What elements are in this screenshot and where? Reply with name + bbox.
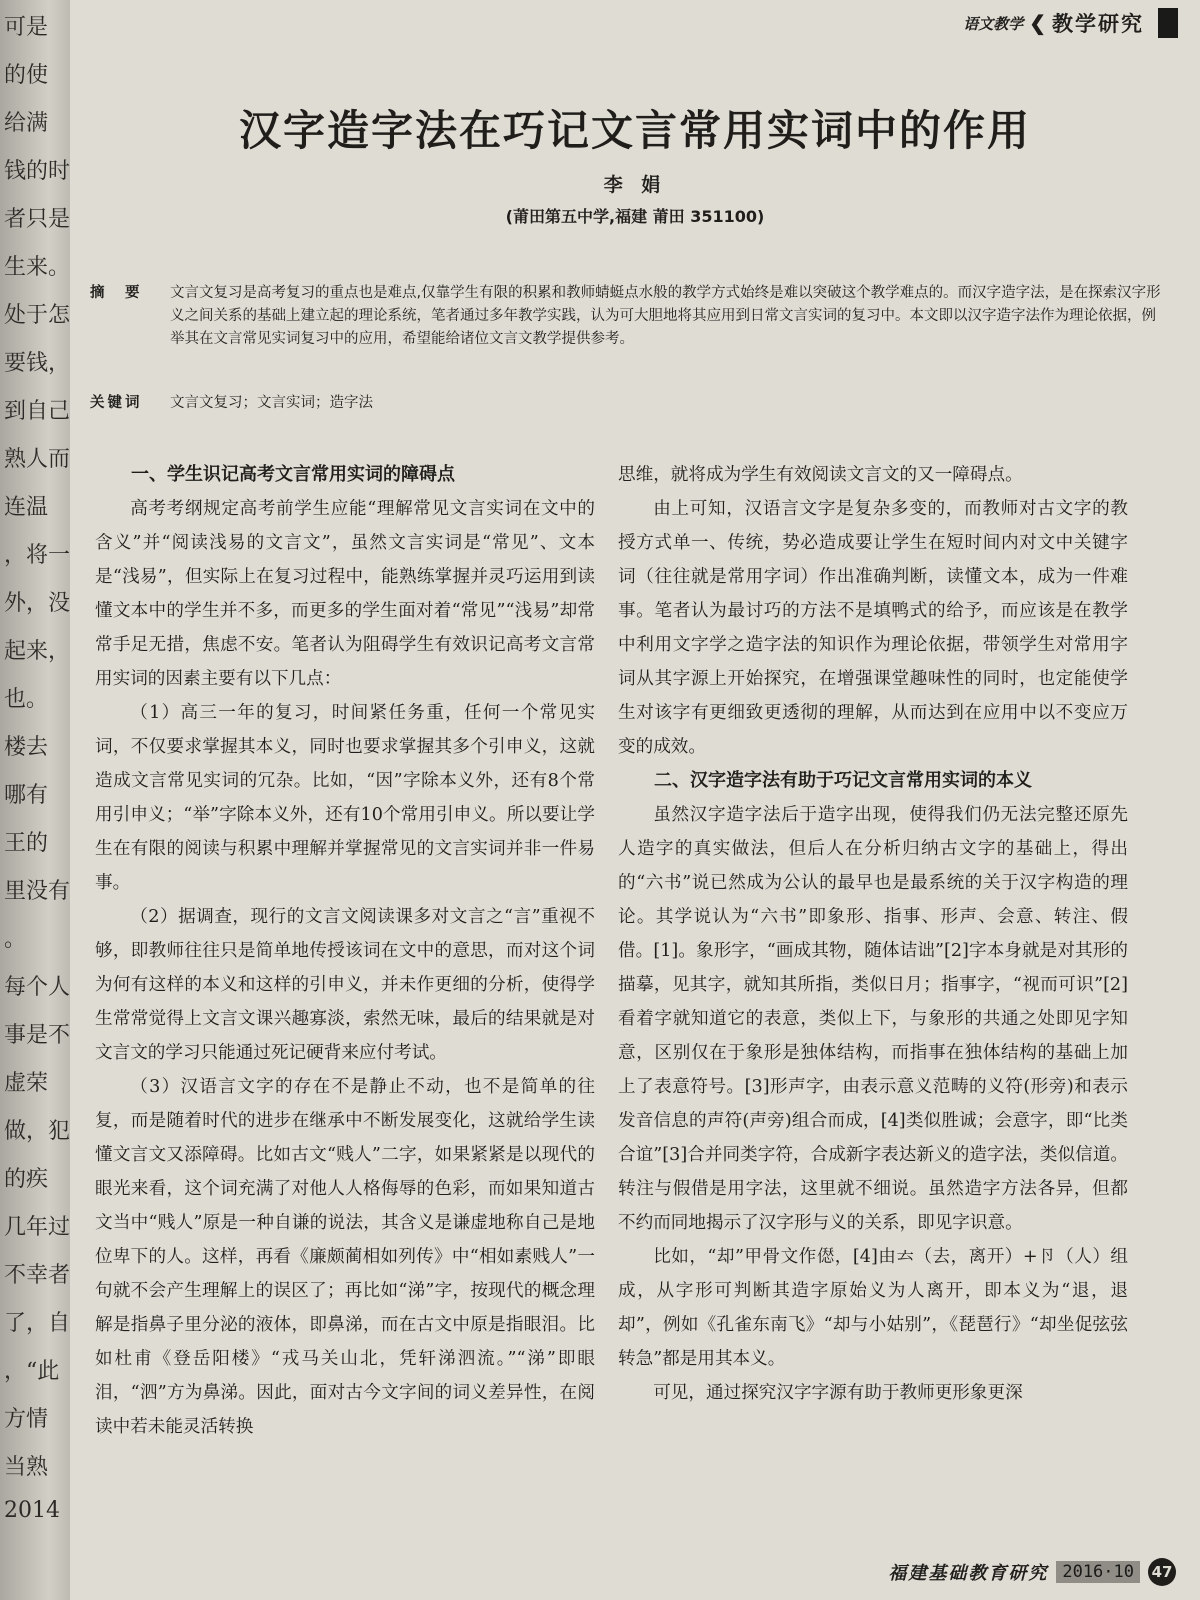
section-heading-1: 一、学生识记高考文言常用实词的障碍点 (131, 464, 455, 485)
adjacent-page-fragment: 熟人而 (4, 447, 70, 472)
footer-journal-name: 福建基础教育研究 (888, 1563, 1049, 1584)
adjacent-page-fragment: 起来， (4, 639, 70, 664)
right-column (618, 458, 1128, 1410)
adjacent-page-fragment: 当熟 (4, 1455, 49, 1480)
header-arrow-icon: ❮ (1029, 11, 1046, 35)
adjacent-page-fragment: ，将一 (4, 543, 70, 568)
keywords-text: 文言文复习；文言实词；造字法 (170, 395, 373, 411)
adjacent-page-fragment: 也。 (4, 687, 49, 712)
keywords (90, 392, 1165, 415)
section-heading-2: 二、汉字造字法有助于巧记文言常用实词的本义 (654, 770, 1032, 791)
paragraph: 可见，通过探究汉字字源有助于教师更形象更深 (653, 1383, 1023, 1403)
abstract-label: 摘 要 (90, 285, 143, 301)
paragraph: （3）汉语言文字的存在不是静止不动，也不是简单的往复，而是随着时代的进步在继承中不断发展变化，这就给学生读懂文言文又添障碍。比如古文“贱人”二字，如果紧紧是以现代的眼光来看，这个词充满了对他人人格侮辱的色彩，而如果知道古文当中“贱人”原是一种自谦的说法，其含义是谦虚地称自己是地位卑下的人。这样，再看《廉颇蔺相如列传》中“相如素贱人”一句就不会产生理解上的误区了；再比如“涕”字，按现代的概念理解是指鼻子里分泌的液体，即鼻涕，而在古文中原是指眼泪。比如杜甫《登岳阳楼》“戎马关山北，凭轩涕泗流。”“涕”即眼泪，“泗”方为鼻涕。因此，面对古今文字间的词义差异性，在阅读中若未能灵活转换 (95, 1077, 595, 1437)
adjacent-page-fragment: 2014 (4, 1498, 60, 1523)
left-column (95, 458, 595, 1444)
adjacent-page-fragment: 做，犯 (4, 1119, 70, 1144)
adjacent-page-fragment: 的疾 (4, 1167, 49, 1192)
adjacent-page-fragment: 王的 (4, 831, 49, 856)
adjacent-page-fragment: 了，自 (4, 1311, 70, 1336)
adjacent-page-fragment: 不幸者 (4, 1263, 70, 1288)
adjacent-page-fragment: 方情 (4, 1407, 49, 1432)
adjacent-page-fragment: 连温 (4, 495, 49, 520)
paragraph: （1）高三一年的复习，时间紧任务重，任何一个常见实词，不仅要求掌握其本义，同时也要求掌握其多个引申义，这就造成文言常见实词的冗杂。比如，“因”字除本义外，还有8个常用引申义；“举”字除本义外，还有10个常用引申义。所以要让学生在有限的阅读与积累中理解并掌握常见的文言实词并非一件易事。 (95, 703, 595, 893)
adjacent-page-fragment: 给满 (4, 111, 49, 136)
header-column-name: 教学研究 (1052, 11, 1144, 36)
paragraph: 比如，“却”甲骨文作𠍴，[4]由𠫓（去，离开）+卪（人）组成，从字形可判断其造字原始义为人离开，即本义为“退，退却”，例如《孔雀东南飞》“却与小姑别”，《琵琶行》“却坐促弦弦转急”都是用其本义。 (618, 1247, 1128, 1369)
adjacent-page-fragment: 事是不 (4, 1023, 70, 1048)
adjacent-page-fragment: 里没有 (4, 879, 70, 904)
article-title: 汉字造字法在巧记文言常用实词中的作用 (238, 106, 1031, 155)
adjacent-page-fragment: 每个人 (4, 975, 70, 1000)
adjacent-page-fragment: 钱的时 (4, 159, 70, 184)
paragraph: 由上可知，汉语言文字是复杂多变的，而教师对古文字的教授方式单一、传统，势必造成要让学生在短时间内对文中关键字词（往往就是常用字词）作出准确判断，读懂文本，成为一件难事。笔者认为最讨巧的方法不是填鸭式的给予，而应该是在教学中利用文字学之造字法的知识作为理论依据，带领学生对常用字词从其字源上开始探究，在增强课堂趣味性的同时，也定能使学生对该字有更细致更透彻的理解，从而达到在应用中以不变应万变的成效。 (618, 499, 1128, 757)
adjacent-page-fragment: 者只是 (4, 207, 70, 232)
page-footer (888, 1558, 1176, 1586)
paragraph: 虽然汉字造字法后于造字出现，使得我们仍无法完整还原先人造字的真实做法，但后人在分析归纳古文字的基础上，得出的“六书”说已然成为公认的最早也是最系统的关于汉字构造的理论。其学说认为“六书”即象形、指事、形声、会意、转注、假借。[1]。象形字，“画成其物，随体诘诎”[2]字本身就是对其形的描摹，见其字，就知其所指，类似日月；指事字，“视而可识”[2]看着字就知道它的表意，类似上下，与象形的共通之处即见字知意，区别仅在于象形是独体结构，而指事在独体结构的基础上加上了表意符号。[3]形声字，由表示意义范畴的义符(形旁)和表示发音信息的声符(声旁)组合而成，[4]类似胜诚；会意字，即“比类合谊”[3]合并同类字符，合成新字表达新义的造字法，类似信道。转注与假借是用字法，这里就不细说。虽然造字方法各异，但都不约而同地揭示了汉字形与义的关系，即见字识意。 (618, 805, 1128, 1233)
adjacent-page-fragment: 要钱， (4, 351, 70, 376)
article-author: 李 娟 (603, 174, 667, 196)
abstract (90, 282, 1165, 351)
running-header (963, 6, 1178, 40)
adjacent-page-fragment: 哪有 (4, 783, 49, 808)
abstract-text: 文言文复习是高考复习的重点也是难点,仅靠学生有限的积累和教师蜻蜓点水般的教学方式始终是难以突破这个教学难点的。而汉字造字法，是在探索汉字形义之间关系的基础上建立起的理论系统，笔者通过多年教学实践，认为可大胆地将其应用到日常文言实词的复习中。本文即以汉字造字法作为理论依据，例举其在文言常见实词复习中的应用，希望能给诸位文言文教学提供参考。 (170, 285, 1161, 347)
paragraph: （2）据调查，现行的文言文阅读课多对文言之“言”重视不够，即教师往往只是简单地传授该词在文中的意思，而对这个词为何有这样的本义和这样的引申义，并未作更细的分析，使得学生常常觉得上文言文课兴趣寡淡，索然无味，最后的结果就是对文言文的学习只能通过死记硬背来应付考试。 (95, 907, 595, 1063)
adjacent-page-fragment: 虚荣 (4, 1071, 49, 1096)
adjacent-page-fragment: 处于怎 (4, 303, 70, 328)
adjacent-page-fragment: ，“此 (4, 1359, 60, 1384)
keywords-label: 关键词 (90, 395, 143, 411)
adjacent-page-fragment: 到自己 (4, 399, 70, 424)
adjacent-page-fragment: 生来。 (4, 255, 70, 280)
adjacent-page-fragment: 可是 (4, 15, 49, 40)
page-number: 47 (1148, 1558, 1176, 1586)
paragraph: 高考考纲规定高考前学生应能“理解常见文言实词在文中的含义”并“阅读浅易的文言文”，虽然文言实词是“常见”、文本是“浅易”，但实际上在复习过程中，能熟练掌握并灵巧运用到读懂文本中的学生并不多，而更多的学生面对着“常见”“浅易”却常常手足无措，焦虑不安。笔者认为阻碍学生有效识记高考文言常用实词的因素主要有以下几点： (95, 499, 595, 689)
header-journal-name: 语文教学 (963, 14, 1024, 33)
adjacent-page-fragment: 。 (4, 927, 27, 952)
adjacent-page-fragment: 的使 (4, 63, 49, 88)
journal-page (70, 0, 1200, 1600)
adjacent-page-strip (0, 0, 70, 1600)
author-affiliation: (莆田第五中学,福建 莆田 351100) (505, 207, 765, 226)
paragraph-continued: 思维，就将成为学生有效阅读文言文的又一障碍点。 (618, 465, 1023, 485)
header-black-block (1158, 8, 1178, 38)
footer-issue: 2016·10 (1056, 1561, 1140, 1583)
adjacent-page-fragment: 几年过 (4, 1215, 70, 1240)
adjacent-page-fragment: 楼去 (4, 735, 49, 760)
adjacent-page-fragment: 外，没 (4, 591, 70, 616)
